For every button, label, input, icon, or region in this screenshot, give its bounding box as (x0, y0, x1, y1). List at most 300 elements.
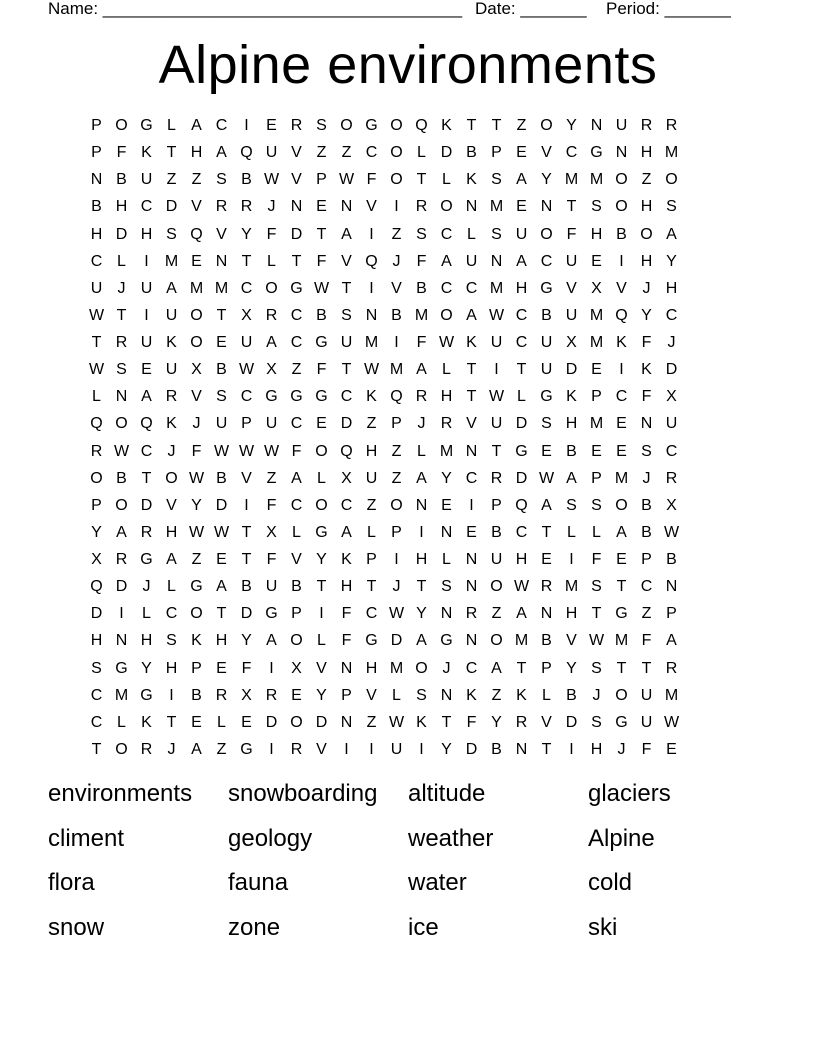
grid-letter[interactable]: B (116, 171, 127, 189)
grid-letter[interactable]: T (566, 198, 577, 216)
grid-letter[interactable]: Z (316, 144, 327, 162)
grid-letter[interactable]: P (241, 415, 252, 433)
grid-letter[interactable]: D (440, 144, 453, 162)
grid-letter[interactable]: H (640, 198, 653, 216)
grid-letter[interactable]: A (266, 334, 277, 351)
grid-letter[interactable]: R (440, 415, 453, 433)
grid-letter[interactable]: D (165, 198, 178, 216)
grid-letter[interactable]: G (615, 713, 628, 731)
grid-letter[interactable]: K (141, 713, 152, 731)
grid-letter[interactable]: A (191, 117, 202, 134)
grid-letter[interactable]: T (141, 469, 152, 487)
grid-letter[interactable]: M (589, 306, 604, 324)
grid-letter[interactable]: Q (365, 252, 378, 270)
grid-letter[interactable]: E (516, 198, 527, 216)
grid-letter[interactable]: I (394, 551, 399, 568)
grid-letter[interactable]: J (392, 252, 401, 270)
grid-letter[interactable]: M (589, 415, 604, 433)
grid-letter[interactable]: I (569, 551, 574, 568)
grid-letter[interactable]: P (491, 496, 502, 514)
grid-letter[interactable]: M (514, 632, 529, 650)
grid-letter[interactable]: I (269, 659, 274, 677)
grid-letter[interactable]: A (416, 469, 427, 487)
grid-letter[interactable]: N (365, 306, 378, 324)
grid-letter[interactable]: T (341, 279, 352, 297)
grid-letter[interactable]: W (188, 523, 205, 541)
grid-letter[interactable]: N (665, 578, 678, 596)
grid-letter[interactable]: O (390, 144, 403, 162)
grid-letter[interactable]: E (441, 496, 452, 514)
grid-letter[interactable]: A (291, 469, 302, 487)
grid-letter[interactable]: G (140, 117, 153, 134)
grid-letter[interactable]: E (616, 415, 627, 433)
grid-letter[interactable]: F (641, 334, 652, 351)
grid-letter[interactable]: E (316, 198, 327, 216)
grid-letter[interactable]: H (590, 740, 603, 758)
grid-letter[interactable]: R (215, 198, 228, 216)
grid-letter[interactable]: E (666, 740, 677, 758)
grid-letter[interactable]: N (465, 632, 478, 650)
grid-letter[interactable]: T (441, 713, 452, 731)
grid-letter[interactable]: B (666, 551, 677, 568)
grid-letter[interactable]: N (615, 144, 628, 162)
grid-letter[interactable]: W (213, 442, 230, 460)
grid-letter[interactable]: A (516, 171, 527, 189)
grid-letter[interactable]: M (214, 279, 229, 297)
grid-letter[interactable]: W (263, 171, 280, 189)
grid-letter[interactable]: H (90, 225, 103, 243)
grid-letter[interactable]: N (440, 605, 453, 623)
grid-letter[interactable]: Y (241, 225, 252, 243)
grid-letter[interactable]: V (566, 279, 577, 297)
grid-letter[interactable]: K (166, 334, 177, 351)
grid-letter[interactable]: N (465, 578, 478, 596)
grid-letter[interactable]: L (367, 523, 376, 541)
grid-letter[interactable]: C (465, 279, 478, 297)
grid-letter[interactable]: O (115, 496, 128, 514)
grid-letter[interactable]: V (241, 469, 252, 487)
grid-letter[interactable]: O (540, 225, 553, 243)
grid-letter[interactable]: C (515, 334, 528, 351)
grid-letter[interactable]: L (217, 713, 226, 731)
grid-letter[interactable]: Y (316, 686, 327, 704)
grid-letter[interactable]: N (640, 415, 653, 433)
grid-letter[interactable]: L (392, 686, 401, 704)
grid-letter[interactable]: G (190, 578, 203, 596)
grid-letter[interactable]: T (591, 605, 602, 623)
grid-letter[interactable]: R (665, 117, 678, 134)
grid-letter[interactable]: K (516, 686, 527, 704)
grid-letter[interactable]: H (90, 632, 103, 650)
grid-letter[interactable]: P (291, 605, 302, 623)
grid-letter[interactable]: M (389, 659, 404, 677)
grid-letter[interactable]: Y (541, 171, 552, 189)
grid-letter[interactable]: G (515, 442, 528, 460)
grid-letter[interactable]: D (390, 632, 403, 650)
grid-letter[interactable]: Z (641, 171, 652, 189)
grid-letter[interactable]: D (565, 361, 578, 379)
grid-letter[interactable]: W (388, 605, 405, 623)
grid-letter[interactable]: H (140, 632, 153, 650)
grid-letter[interactable]: W (538, 469, 555, 487)
grid-letter[interactable]: A (616, 523, 627, 541)
grid-letter[interactable]: T (516, 659, 527, 677)
grid-letter[interactable]: R (290, 740, 303, 758)
grid-letter[interactable]: B (641, 496, 652, 514)
grid-letter[interactable]: K (641, 361, 652, 379)
grid-letter[interactable]: X (566, 334, 577, 351)
grid-letter[interactable]: E (616, 442, 627, 460)
grid-letter[interactable]: O (290, 632, 303, 650)
grid-letter[interactable]: S (216, 171, 227, 189)
grid-letter[interactable]: G (140, 686, 153, 704)
grid-letter[interactable]: A (266, 632, 277, 650)
grid-letter[interactable]: T (416, 578, 427, 596)
grid-letter[interactable]: T (466, 361, 477, 379)
grid-letter[interactable]: Y (191, 496, 202, 514)
grid-letter[interactable]: B (216, 469, 227, 487)
grid-letter[interactable]: M (164, 252, 179, 270)
grid-letter[interactable]: S (441, 578, 452, 596)
grid-letter[interactable]: T (241, 551, 252, 568)
grid-letter[interactable]: R (465, 605, 478, 623)
grid-letter[interactable]: B (241, 171, 252, 189)
grid-letter[interactable]: W (663, 713, 680, 731)
grid-letter[interactable]: U (165, 306, 178, 324)
grid-letter[interactable]: Q (415, 117, 428, 134)
grid-letter[interactable]: R (115, 551, 128, 568)
grid-letter[interactable]: U (490, 334, 503, 351)
grid-letter[interactable]: U (140, 334, 153, 351)
grid-letter[interactable]: G (115, 659, 128, 677)
grid-letter[interactable]: E (316, 415, 327, 433)
grid-letter[interactable]: M (189, 279, 204, 297)
grid-letter[interactable]: E (591, 442, 602, 460)
grid-letter[interactable]: Y (241, 632, 252, 650)
grid-letter[interactable]: L (567, 523, 576, 541)
grid-letter[interactable]: R (665, 659, 678, 677)
grid-letter[interactable]: U (340, 334, 353, 351)
grid-letter[interactable]: D (340, 415, 353, 433)
grid-letter[interactable]: G (365, 632, 378, 650)
grid-letter[interactable]: A (566, 469, 577, 487)
grid-letter[interactable]: G (615, 605, 628, 623)
grid-letter[interactable]: N (215, 252, 228, 270)
grid-letter[interactable]: C (640, 578, 653, 596)
grid-letter[interactable]: U (140, 171, 153, 189)
grid-letter[interactable]: T (316, 225, 327, 243)
grid-letter[interactable]: K (616, 334, 627, 351)
grid-letter[interactable]: N (440, 686, 453, 704)
grid-letter[interactable]: G (365, 117, 378, 134)
grid-letter[interactable]: U (265, 144, 278, 162)
date-field[interactable]: Date: _______ (475, 0, 587, 18)
grid-letter[interactable]: O (615, 171, 628, 189)
grid-letter[interactable]: R (640, 117, 653, 134)
grid-letter[interactable]: Q (90, 415, 103, 433)
grid-letter[interactable]: S (166, 225, 177, 243)
grid-letter[interactable]: V (366, 686, 377, 704)
grid-letter[interactable]: Y (666, 252, 677, 270)
grid-letter[interactable]: Z (166, 171, 177, 189)
grid-letter[interactable]: W (388, 713, 405, 731)
grid-letter[interactable]: R (415, 198, 428, 216)
grid-letter[interactable]: F (416, 252, 427, 270)
grid-letter[interactable]: Z (366, 415, 377, 433)
grid-letter[interactable]: O (665, 171, 678, 189)
grid-letter[interactable]: E (191, 252, 202, 270)
grid-letter[interactable]: U (565, 306, 578, 324)
grid-letter[interactable]: U (165, 361, 178, 379)
grid-letter[interactable]: C (240, 279, 253, 297)
grid-letter[interactable]: J (642, 279, 651, 297)
grid-letter[interactable]: O (390, 171, 403, 189)
grid-letter[interactable]: U (665, 415, 678, 433)
grid-letter[interactable]: I (419, 740, 424, 758)
grid-letter[interactable]: B (466, 144, 477, 162)
grid-letter[interactable]: F (241, 659, 252, 677)
grid-letter[interactable]: D (565, 713, 578, 731)
grid-letter[interactable]: F (641, 632, 652, 650)
grid-letter[interactable]: W (88, 306, 105, 324)
grid-letter[interactable]: R (90, 442, 103, 460)
grid-letter[interactable]: T (91, 740, 102, 758)
grid-letter[interactable]: L (467, 225, 476, 243)
grid-letter[interactable]: N (340, 713, 353, 731)
grid-letter[interactable]: Y (441, 740, 452, 758)
grid-letter[interactable]: L (117, 713, 126, 731)
grid-letter[interactable]: T (616, 578, 627, 596)
grid-letter[interactable]: M (489, 279, 504, 297)
grid-letter[interactable]: M (389, 361, 404, 379)
grid-letter[interactable]: L (167, 117, 176, 134)
grid-letter[interactable]: R (665, 469, 678, 487)
grid-letter[interactable]: S (641, 442, 652, 460)
grid-letter[interactable]: T (516, 361, 527, 379)
grid-letter[interactable]: N (540, 605, 553, 623)
grid-letter[interactable]: O (390, 117, 403, 134)
grid-letter[interactable]: Z (491, 605, 502, 623)
grid-letter[interactable]: U (640, 713, 653, 731)
grid-letter[interactable]: O (165, 469, 178, 487)
grid-letter[interactable]: R (115, 334, 128, 351)
grid-letter[interactable]: X (291, 659, 302, 677)
grid-letter[interactable]: D (115, 578, 128, 596)
grid-letter[interactable]: D (265, 713, 278, 731)
grid-letter[interactable]: K (441, 117, 452, 134)
grid-letter[interactable]: F (266, 551, 277, 568)
grid-letter[interactable]: R (290, 117, 303, 134)
grid-letter[interactable]: P (341, 686, 352, 704)
grid-letter[interactable]: E (191, 713, 202, 731)
grid-letter[interactable]: R (415, 388, 428, 406)
grid-letter[interactable]: Y (566, 659, 577, 677)
grid-letter[interactable]: A (216, 144, 227, 162)
grid-letter[interactable]: I (369, 225, 374, 243)
grid-letter[interactable]: H (165, 523, 178, 541)
grid-letter[interactable]: A (341, 523, 352, 541)
grid-letter[interactable]: P (391, 523, 402, 541)
grid-letter[interactable]: V (541, 144, 552, 162)
grid-letter[interactable]: H (190, 144, 203, 162)
grid-letter[interactable]: J (667, 334, 676, 351)
grid-letter[interactable]: F (466, 713, 477, 731)
grid-letter[interactable]: X (341, 469, 352, 487)
grid-letter[interactable]: L (292, 523, 301, 541)
grid-letter[interactable]: B (116, 469, 127, 487)
grid-letter[interactable]: U (490, 551, 503, 568)
grid-letter[interactable]: C (440, 279, 453, 297)
grid-letter[interactable]: O (190, 334, 203, 351)
grid-letter[interactable]: M (614, 632, 629, 650)
grid-letter[interactable]: Q (90, 578, 103, 596)
grid-letter[interactable]: F (641, 740, 652, 758)
grid-letter[interactable]: K (566, 388, 577, 406)
grid-letter[interactable]: W (513, 578, 530, 596)
grid-letter[interactable]: L (517, 388, 526, 406)
grid-letter[interactable]: T (541, 740, 552, 758)
grid-letter[interactable]: G (590, 144, 603, 162)
grid-letter[interactable]: I (244, 496, 249, 514)
grid-letter[interactable]: S (591, 198, 602, 216)
grid-letter[interactable]: C (165, 605, 178, 623)
grid-letter[interactable]: R (240, 198, 253, 216)
grid-letter[interactable]: Z (641, 605, 652, 623)
grid-letter[interactable]: V (341, 252, 352, 270)
grid-letter[interactable]: W (238, 442, 255, 460)
grid-letter[interactable]: S (541, 415, 552, 433)
grid-letter[interactable]: G (315, 523, 328, 541)
grid-letter[interactable]: D (315, 713, 328, 731)
grid-letter[interactable]: Q (240, 144, 253, 162)
grid-letter[interactable]: N (590, 117, 603, 134)
grid-letter[interactable]: Z (191, 171, 202, 189)
grid-letter[interactable]: L (317, 632, 326, 650)
grid-letter[interactable]: D (290, 225, 303, 243)
grid-letter[interactable]: D (115, 225, 128, 243)
grid-letter[interactable]: X (91, 551, 102, 568)
grid-letter[interactable]: Z (341, 144, 352, 162)
grid-letter[interactable]: J (617, 740, 626, 758)
grid-letter[interactable]: V (466, 415, 477, 433)
grid-letter[interactable]: S (666, 198, 677, 216)
grid-letter[interactable]: C (365, 605, 378, 623)
grid-letter[interactable]: P (591, 469, 602, 487)
grid-letter[interactable]: D (515, 469, 528, 487)
grid-letter[interactable]: Z (366, 713, 377, 731)
grid-letter[interactable]: T (216, 306, 227, 324)
grid-letter[interactable]: B (566, 686, 577, 704)
grid-letter[interactable]: G (240, 740, 253, 758)
grid-letter[interactable]: X (591, 279, 602, 297)
grid-letter[interactable]: L (442, 551, 451, 568)
grid-letter[interactable]: S (216, 388, 227, 406)
grid-letter[interactable]: O (315, 442, 328, 460)
grid-letter[interactable]: A (416, 632, 427, 650)
grid-letter[interactable]: I (469, 496, 474, 514)
grid-letter[interactable]: O (440, 198, 453, 216)
grid-letter[interactable]: V (391, 279, 402, 297)
grid-letter[interactable]: Q (190, 225, 203, 243)
grid-letter[interactable]: C (565, 144, 578, 162)
grid-letter[interactable]: C (290, 415, 303, 433)
grid-letter[interactable]: W (588, 632, 605, 650)
grid-letter[interactable]: P (91, 496, 102, 514)
grid-letter[interactable]: N (490, 252, 503, 270)
grid-letter[interactable]: H (165, 659, 178, 677)
grid-letter[interactable]: K (141, 144, 152, 162)
grid-letter[interactable]: E (141, 361, 152, 379)
grid-letter[interactable]: L (592, 523, 601, 541)
grid-letter[interactable]: O (115, 740, 128, 758)
grid-letter[interactable]: V (316, 659, 327, 677)
grid-letter[interactable]: B (216, 361, 227, 379)
grid-letter[interactable]: U (365, 469, 378, 487)
grid-letter[interactable]: O (490, 632, 503, 650)
grid-letter[interactable]: T (491, 117, 502, 134)
grid-letter[interactable]: I (169, 686, 174, 704)
grid-letter[interactable]: H (590, 225, 603, 243)
grid-letter[interactable]: U (265, 578, 278, 596)
grid-letter[interactable]: A (166, 279, 177, 297)
grid-letter[interactable]: F (566, 225, 577, 243)
grid-letter[interactable]: A (141, 388, 152, 406)
grid-letter[interactable]: U (240, 334, 253, 351)
grid-letter[interactable]: E (541, 442, 552, 460)
grid-letter[interactable]: D (240, 605, 253, 623)
grid-letter[interactable]: S (491, 225, 502, 243)
grid-letter[interactable]: C (465, 659, 478, 677)
grid-letter[interactable]: Q (340, 442, 353, 460)
grid-letter[interactable]: K (466, 686, 477, 704)
grid-letter[interactable]: E (216, 551, 227, 568)
grid-letter[interactable]: E (541, 551, 552, 568)
grid-letter[interactable]: M (564, 171, 579, 189)
grid-letter[interactable]: B (291, 578, 302, 596)
grid-letter[interactable]: F (266, 225, 277, 243)
grid-letter[interactable]: W (238, 361, 255, 379)
grid-letter[interactable]: S (91, 659, 102, 677)
grid-letter[interactable]: J (167, 442, 176, 460)
grid-letter[interactable]: O (265, 279, 278, 297)
grid-letter[interactable]: C (215, 117, 228, 134)
grid-letter[interactable]: V (191, 388, 202, 406)
grid-letter[interactable]: T (166, 713, 177, 731)
grid-letter[interactable]: U (465, 252, 478, 270)
grid-letter[interactable]: Y (441, 469, 452, 487)
grid-letter[interactable]: S (116, 361, 127, 379)
grid-letter[interactable]: A (216, 578, 227, 596)
grid-letter[interactable]: H (640, 144, 653, 162)
grid-letter[interactable]: F (316, 361, 327, 379)
grid-letter[interactable]: G (290, 388, 303, 406)
grid-letter[interactable]: O (290, 713, 303, 731)
grid-letter[interactable]: Z (191, 551, 202, 568)
grid-letter[interactable]: W (438, 334, 455, 351)
grid-letter[interactable]: S (341, 306, 352, 324)
grid-letter[interactable]: M (439, 442, 454, 460)
grid-letter[interactable]: U (540, 334, 553, 351)
grid-letter[interactable]: F (291, 442, 302, 460)
grid-letter[interactable]: B (541, 306, 552, 324)
grid-letter[interactable]: F (191, 442, 202, 460)
grid-letter[interactable]: F (316, 252, 327, 270)
grid-letter[interactable]: O (415, 659, 428, 677)
grid-letter[interactable]: E (216, 659, 227, 677)
grid-letter[interactable]: N (465, 551, 478, 568)
grid-letter[interactable]: S (316, 117, 327, 134)
grid-letter[interactable]: S (166, 632, 177, 650)
